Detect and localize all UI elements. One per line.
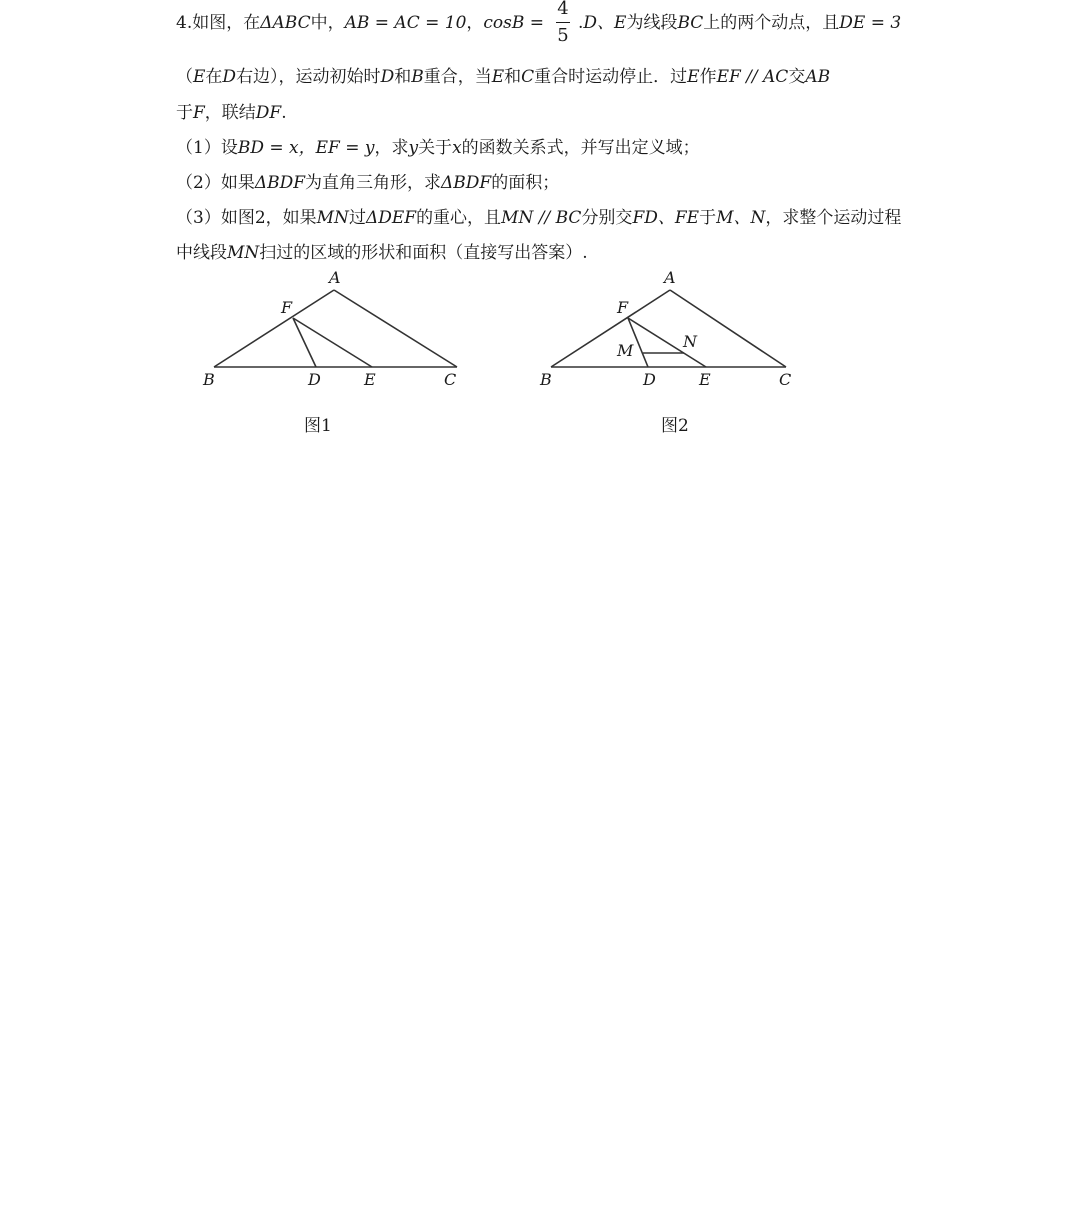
letter: E xyxy=(491,67,505,87)
variable-y: y xyxy=(408,138,419,158)
text: 右边），运动初始时 xyxy=(236,67,381,87)
triangle-bdf: ΔBDF xyxy=(441,173,492,193)
text: 于 xyxy=(699,208,717,228)
text: . xyxy=(578,13,584,33)
segment-bc: BC xyxy=(677,13,704,33)
label-d: D xyxy=(643,370,656,389)
fraction-numerator: 4 xyxy=(557,0,569,19)
triangle-def: ΔDEF xyxy=(365,208,417,228)
letter: E xyxy=(687,67,700,87)
text: 交 xyxy=(788,67,806,87)
label-e: E xyxy=(699,370,711,389)
text: 为线段 xyxy=(626,13,678,33)
label-c: C xyxy=(779,370,792,389)
text: 分别交 xyxy=(581,208,633,228)
letter: D xyxy=(380,67,395,87)
text: （2）如果 xyxy=(176,173,255,193)
problem-number: 4. xyxy=(176,13,193,33)
text: 关于 xyxy=(418,138,453,158)
segment-mn: MN xyxy=(316,208,349,228)
triangle-abc: ΔABC xyxy=(260,13,311,33)
ab-ac-equation: AB = AC = 10 xyxy=(344,13,467,33)
text: 上的两个动点，且 xyxy=(703,13,840,33)
letter: E xyxy=(193,67,206,87)
points-d-e: D、E xyxy=(583,13,627,33)
letter: F xyxy=(193,103,205,123)
label-a: A xyxy=(664,268,676,287)
segment-mn: MN xyxy=(227,243,260,263)
text: 中， xyxy=(310,13,345,33)
label-f: F xyxy=(281,298,293,317)
text: 重合时运动停止．过 xyxy=(534,67,688,87)
text: 作 xyxy=(699,67,717,87)
label-m: M xyxy=(617,341,634,360)
label-f: F xyxy=(617,298,629,317)
text: 重合，当 xyxy=(423,67,492,87)
text: （1）设 xyxy=(176,138,238,158)
text: （ xyxy=(176,67,193,87)
text: ，求 xyxy=(374,138,409,158)
triangle-bdf: ΔBDF xyxy=(254,173,306,193)
text: 为直角三角形，求 xyxy=(305,173,442,193)
points-m-n: M、N xyxy=(716,208,766,228)
letter: B xyxy=(411,67,424,87)
segments-fd-fe: FD、FE xyxy=(632,208,700,228)
label-a: A xyxy=(329,268,341,287)
text: 和 xyxy=(394,67,412,87)
label-b: B xyxy=(540,370,552,389)
segment-ab: AB xyxy=(805,67,831,87)
variable-x: x xyxy=(452,138,462,158)
text: . xyxy=(281,103,287,123)
text: 如图，在 xyxy=(192,13,261,33)
text: （3）如图2，如果 xyxy=(176,208,317,228)
text: 于 xyxy=(176,103,193,123)
text: 和 xyxy=(504,67,522,87)
label-c: C xyxy=(444,370,457,389)
text: 在 xyxy=(205,67,223,87)
text: ， xyxy=(466,13,484,33)
letter: D xyxy=(222,67,237,87)
text: 的函数关系式，并写出定义域； xyxy=(461,138,700,158)
bd-ef-definitions: BD = x，EF = y xyxy=(237,138,375,158)
cos-b: cosB = xyxy=(483,13,545,33)
text: 中线段 xyxy=(176,243,227,263)
text: 的重心，且 xyxy=(416,208,502,228)
ef-parallel-ac: EF // AC xyxy=(716,67,789,87)
text: 过 xyxy=(348,208,366,228)
label-d: D xyxy=(308,370,321,389)
mn-parallel-bc: MN // BC xyxy=(501,208,582,228)
text: 扫过的区域的形状和面积（直接写出答案）. xyxy=(259,243,588,263)
fraction-denominator: 5 xyxy=(557,25,569,46)
segment-ab xyxy=(551,290,670,367)
figure-1-caption: 图1 xyxy=(304,416,332,436)
label-b: B xyxy=(203,370,215,389)
letter: C xyxy=(521,67,535,87)
text: 的面积； xyxy=(491,173,560,193)
figure-2-caption: 图2 xyxy=(661,416,689,436)
de-equation: DE = 3 xyxy=(839,13,902,33)
label-e: E xyxy=(364,370,376,389)
segment-df: DF xyxy=(255,103,282,123)
figure-2 xyxy=(0,0,1080,460)
label-n: N xyxy=(683,332,697,351)
text: ，求整个运动过程 xyxy=(765,208,902,228)
figure-2-diagram xyxy=(0,0,1080,460)
text: ，联结 xyxy=(204,103,256,123)
